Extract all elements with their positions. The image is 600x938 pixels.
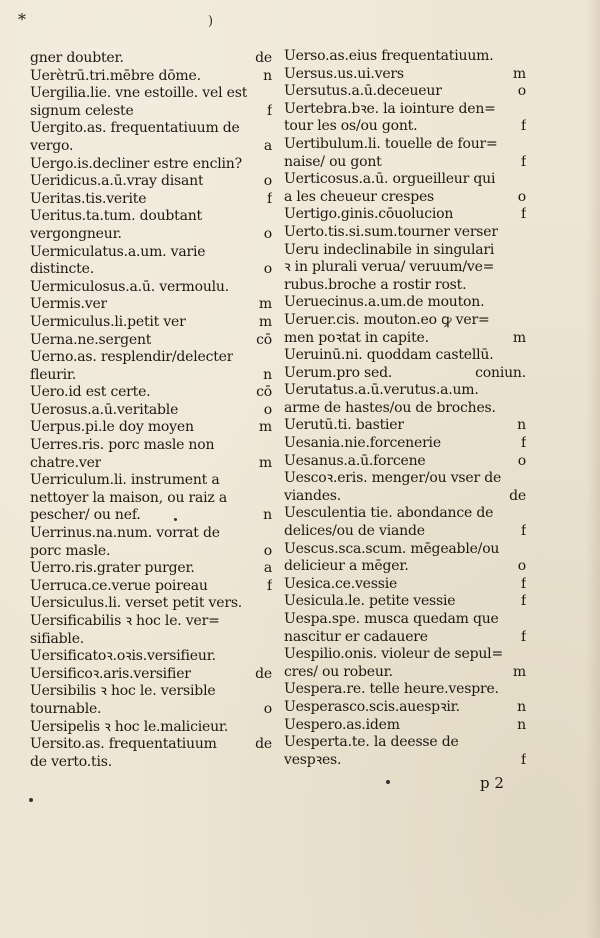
dictionary-line xyxy=(30,332,272,350)
dictionary-line xyxy=(284,277,526,295)
entry-text: Uersificoꝛ.aris.versifier xyxy=(30,665,191,682)
dictionary-line xyxy=(284,417,526,435)
grammar-marker: de xyxy=(255,665,272,682)
entry-text: tournable. xyxy=(30,700,102,717)
dictionary-line xyxy=(30,437,272,455)
grammar-marker: n xyxy=(517,716,526,733)
entry-text: Uerutatus.a.ū.verutus.a.um. xyxy=(284,382,479,399)
entry-text: Uermiculatus.a.um. varie xyxy=(30,243,206,260)
entry-text: Uespilio.onis. violeur de sepul= xyxy=(284,646,503,663)
entry-text: nettoyer la maison, ou raiz a xyxy=(30,489,228,506)
dictionary-line xyxy=(30,261,272,279)
ink-dot xyxy=(386,780,390,784)
entry-text: delicieur a mēger. xyxy=(284,558,409,575)
entry-text: Ueru indeclinabile in singulari xyxy=(284,241,495,258)
dictionary-line xyxy=(284,435,526,453)
dictionary-line xyxy=(30,648,272,666)
dictionary-line xyxy=(284,523,526,541)
dictionary-line xyxy=(284,365,526,383)
grammar-marker: m xyxy=(258,296,272,313)
dictionary-line xyxy=(30,666,272,684)
grammar-marker: f xyxy=(267,577,272,594)
entry-text: Uescus.sca.scum. mēgeable/ou xyxy=(284,540,500,557)
entry-text: pescher/ ou nef. xyxy=(30,507,141,524)
entry-text: tour les os/ou gont. xyxy=(284,118,418,135)
entry-text: Uertigo.ginis.cōuolucion xyxy=(284,206,454,223)
entry-text: Uerètrū.tri.mēbre dōme. xyxy=(30,67,201,84)
entry-text: Uescoꝛ.eris. menger/ou vser de xyxy=(284,470,502,487)
entry-text: Uergo.is.decliner estre enclin? xyxy=(30,155,242,172)
entry-text: rubus.broche a rostir rost. xyxy=(284,276,467,293)
grammar-marker: coniun. xyxy=(475,364,526,381)
grammar-marker: n xyxy=(263,366,272,383)
dictionary-line xyxy=(284,664,526,682)
grammar-marker: cō xyxy=(256,384,272,401)
grammar-marker: f xyxy=(521,435,526,452)
grammar-marker: m xyxy=(512,329,526,346)
entry-text: porc masle. xyxy=(30,542,111,559)
dictionary-line xyxy=(284,611,526,629)
dictionary-line xyxy=(284,646,526,664)
dictionary-line xyxy=(30,525,272,543)
entry-text: Uermiculus.li.petit ver xyxy=(30,313,186,330)
page-edge-shadow xyxy=(586,0,600,938)
dictionary-line xyxy=(284,400,526,418)
entry-text: Uergito.as. frequentatiuum de xyxy=(30,120,240,137)
dictionary-line xyxy=(30,156,272,174)
entry-text: Ueritus.ta.tum. doubtant xyxy=(30,208,202,225)
entry-text: Uerso.as.eius frequentatiuum. xyxy=(284,48,494,64)
dictionary-line xyxy=(30,595,272,613)
dictionary-line xyxy=(284,629,526,647)
grammar-marker: f xyxy=(521,153,526,170)
dictionary-line xyxy=(30,279,272,297)
dictionary-line xyxy=(284,681,526,699)
entry-text: fleurir. xyxy=(30,366,77,383)
entry-text: chatre.ver xyxy=(30,454,102,471)
dictionary-line xyxy=(30,208,272,226)
entry-text: Uesperasco.scis.auespꝛir. xyxy=(284,698,460,715)
entry-text: Uerruca.ce.verue poireau xyxy=(30,577,208,594)
dictionary-line xyxy=(284,505,526,523)
grammar-marker: f xyxy=(267,190,272,207)
entry-text: Uertebra.bꝛe. la iointure den= xyxy=(284,100,496,117)
dictionary-line xyxy=(284,558,526,576)
grammar-marker: n xyxy=(263,67,272,84)
dictionary-line xyxy=(284,734,526,752)
entry-text: Uerto.tis.si.sum.tourner verser xyxy=(284,223,498,240)
page-mark: * xyxy=(18,10,26,29)
entry-text: Uerticosus.a.ū. orgueilleur qui xyxy=(284,171,496,188)
dictionary-line xyxy=(30,754,272,772)
entry-text: a les cheueur crespes xyxy=(284,188,435,205)
dictionary-line xyxy=(284,294,526,312)
grammar-marker: o xyxy=(263,173,272,190)
dictionary-line xyxy=(30,455,272,473)
entry-text: Uermiculosus.a.ū. vermoulu. xyxy=(30,278,229,295)
grammar-marker: o xyxy=(263,700,272,717)
entry-text: Uespero.as.idem xyxy=(284,716,400,733)
signature-mark: p 2 xyxy=(480,774,504,792)
entry-text: Uerres.ris. porc masle non xyxy=(30,437,215,454)
grammar-marker: m xyxy=(512,663,526,680)
grammar-marker: o xyxy=(517,452,526,469)
grammar-marker: o xyxy=(263,542,272,559)
grammar-marker: f xyxy=(521,523,526,540)
dictionary-line xyxy=(30,736,272,754)
grammar-marker: o xyxy=(517,83,526,100)
dictionary-line xyxy=(30,419,272,437)
dictionary-line xyxy=(30,384,272,402)
grammar-marker: cō xyxy=(256,331,272,348)
dictionary-line xyxy=(30,472,272,490)
entry-text: Uermis.ver xyxy=(30,296,108,313)
entry-text: Uersutus.a.ū.deceueur xyxy=(284,83,442,100)
grammar-marker: m xyxy=(258,313,272,330)
grammar-marker: f xyxy=(521,206,526,223)
dictionary-line xyxy=(284,752,526,770)
dictionary-line xyxy=(284,488,526,506)
dictionary-line xyxy=(30,244,272,262)
entry-text: Uesperta.te. la deesse de xyxy=(284,734,459,751)
entry-text: Uerrinus.na.num. vorrat de xyxy=(30,525,220,542)
dictionary-line xyxy=(30,173,272,191)
entry-text: viandes. xyxy=(284,487,342,504)
dictionary-line xyxy=(284,453,526,471)
entry-text: Ueruinū.ni. quoddam castellū. xyxy=(284,347,494,364)
dictionary-line xyxy=(284,154,526,172)
dictionary-line xyxy=(284,171,526,189)
dictionary-line xyxy=(284,347,526,365)
entry-text: Uersus.us.ui.vers xyxy=(284,65,404,82)
dictionary-line xyxy=(284,206,526,224)
entry-text: Uesica.ce.vessie xyxy=(284,575,398,592)
entry-text: cres/ ou robeur. xyxy=(284,663,393,680)
grammar-marker: n xyxy=(517,698,526,715)
dictionary-line xyxy=(284,48,526,66)
grammar-marker: m xyxy=(258,419,272,436)
dictionary-line xyxy=(30,490,272,508)
dictionary-line xyxy=(30,68,272,86)
dictionary-line xyxy=(30,85,272,103)
entry-text: de verto.tis. xyxy=(30,753,112,770)
dictionary-line xyxy=(30,701,272,719)
dictionary-line xyxy=(284,312,526,330)
left-column xyxy=(30,50,272,771)
entry-text: distincte. xyxy=(30,261,94,278)
dictionary-line xyxy=(284,101,526,119)
entry-text: Uersito.as. frequentatiuum xyxy=(30,736,217,753)
dictionary-line xyxy=(30,543,272,561)
entry-text: Ueritas.tis.verite xyxy=(30,190,147,207)
entry-text: Uergilia.lie. vne estoille. vel est xyxy=(30,85,248,102)
dictionary-line xyxy=(284,330,526,348)
page-paren-mark: ) xyxy=(208,14,214,29)
dictionary-line xyxy=(30,314,272,332)
dictionary-line xyxy=(284,699,526,717)
grammar-marker: f xyxy=(521,628,526,645)
entry-text: Uerpus.pi.le doy moyen xyxy=(30,419,194,436)
grammar-marker: f xyxy=(521,751,526,768)
dictionary-line xyxy=(284,136,526,154)
entry-text: Uersiculus.li. verset petit vers. xyxy=(30,595,243,612)
dictionary-line xyxy=(30,296,272,314)
dictionary-line xyxy=(284,118,526,136)
grammar-marker: f xyxy=(521,593,526,610)
entry-text: Uerutū.ti. bastier xyxy=(284,417,404,434)
entry-text: Uesanus.a.ū.forcene xyxy=(284,452,426,469)
entry-text: delices/ou de viande xyxy=(284,523,425,540)
dictionary-line xyxy=(284,259,526,277)
dictionary-line xyxy=(30,191,272,209)
entry-text: Uesania.nie.forcenerie xyxy=(284,435,441,452)
dictionary-line xyxy=(30,120,272,138)
grammar-marker: o xyxy=(263,401,272,418)
dictionary-line xyxy=(30,560,272,578)
dictionary-line xyxy=(284,83,526,101)
entry-text: Uesicula.le. petite vessie xyxy=(284,593,456,610)
entry-text: men poꝛtat in capite. xyxy=(284,329,429,346)
entry-text: Uespa.spe. musca quedam que xyxy=(284,611,499,627)
entry-text: Uerriculum.li. instrument a xyxy=(30,472,220,489)
ink-dot xyxy=(174,518,177,521)
grammar-marker: m xyxy=(258,454,272,471)
dictionary-line xyxy=(30,402,272,420)
dictionary-line xyxy=(30,719,272,737)
grammar-marker: f xyxy=(521,118,526,135)
entry-text: nascitur er cadauere xyxy=(284,628,428,645)
entry-text: Uerna.ne.sergent xyxy=(30,331,152,348)
entry-text: Uersipelis ꝛ hoc le.malicieur. xyxy=(30,718,229,735)
entry-text: Uertibulum.li. touelle de four= xyxy=(284,135,498,152)
entry-text: vespꝛes. xyxy=(284,751,342,768)
entry-text: Ueruer.cis. mouton.eo ꝙ ver= xyxy=(284,311,490,328)
dictionary-line xyxy=(284,576,526,594)
grammar-marker: f xyxy=(267,102,272,119)
dictionary-line xyxy=(30,226,272,244)
entry-text: signum celeste xyxy=(30,102,134,119)
dictionary-line xyxy=(284,541,526,559)
entry-text: ꝛ in plurali verua/ veruum/ve= xyxy=(284,259,495,276)
entry-text: Uerro.ris.grater purger. xyxy=(30,560,195,577)
entry-text: Uerosus.a.ū.veritable xyxy=(30,401,179,418)
grammar-marker: n xyxy=(517,417,526,434)
dictionary-line xyxy=(30,631,272,649)
grammar-marker: o xyxy=(517,188,526,205)
entry-text: Uersibilis ꝛ hoc le. versible xyxy=(30,683,216,700)
dictionary-line xyxy=(30,613,272,631)
entry-text: sifiable. xyxy=(30,630,85,647)
grammar-marker: n xyxy=(263,507,272,524)
entry-text: vergongneur. xyxy=(30,225,122,242)
dictionary-line xyxy=(30,507,272,525)
entry-text: gner doubter. xyxy=(30,50,124,66)
entry-text: naise/ ou gont xyxy=(284,153,382,170)
entry-text: Uesculentia tie. abondance de xyxy=(284,505,494,522)
dictionary-line xyxy=(30,683,272,701)
dictionary-line xyxy=(284,470,526,488)
grammar-marker: a xyxy=(263,560,272,577)
entry-text: Uero.id est certe. xyxy=(30,384,151,401)
dictionary-line xyxy=(284,593,526,611)
entry-text: Uespera.re. telle heure.vespre. xyxy=(284,681,499,698)
dictionary-line xyxy=(30,138,272,156)
entry-text: Ueridicus.a.ū.vray disant xyxy=(30,173,204,190)
entry-text: arme de hastes/ou de broches. xyxy=(284,399,496,416)
dictionary-line xyxy=(284,382,526,400)
dictionary-line xyxy=(30,578,272,596)
entry-text: Uerno.as. resplendir/delecter xyxy=(30,349,234,366)
dictionary-line xyxy=(30,367,272,385)
grammar-marker: f xyxy=(521,575,526,592)
right-column xyxy=(284,48,526,769)
entry-text: vergo. xyxy=(30,137,74,154)
dictionary-line xyxy=(284,189,526,207)
dictionary-line xyxy=(30,103,272,121)
grammar-marker: a xyxy=(263,137,272,154)
grammar-marker: de xyxy=(509,487,526,504)
entry-text: Uersificabilis ꝛ hoc le. ver= xyxy=(30,613,220,629)
entry-text: Ueruecinus.a.um.de mouton. xyxy=(284,294,485,311)
grammar-marker: de xyxy=(255,736,272,753)
grammar-marker: de xyxy=(255,50,272,66)
ink-dot xyxy=(29,798,33,802)
entry-text: Uersificatoꝛ.oꝛis.versifieur. xyxy=(30,648,216,665)
dictionary-line xyxy=(30,349,272,367)
dictionary-line xyxy=(30,50,272,68)
entry-text: Uerum.pro sed. xyxy=(284,364,393,381)
dictionary-line xyxy=(284,66,526,84)
grammar-marker: o xyxy=(517,558,526,575)
grammar-marker: m xyxy=(512,65,526,82)
dictionary-line xyxy=(284,717,526,735)
dictionary-line xyxy=(284,242,526,260)
dictionary-line xyxy=(284,224,526,242)
grammar-marker: o xyxy=(263,225,272,242)
grammar-marker: o xyxy=(263,261,272,278)
